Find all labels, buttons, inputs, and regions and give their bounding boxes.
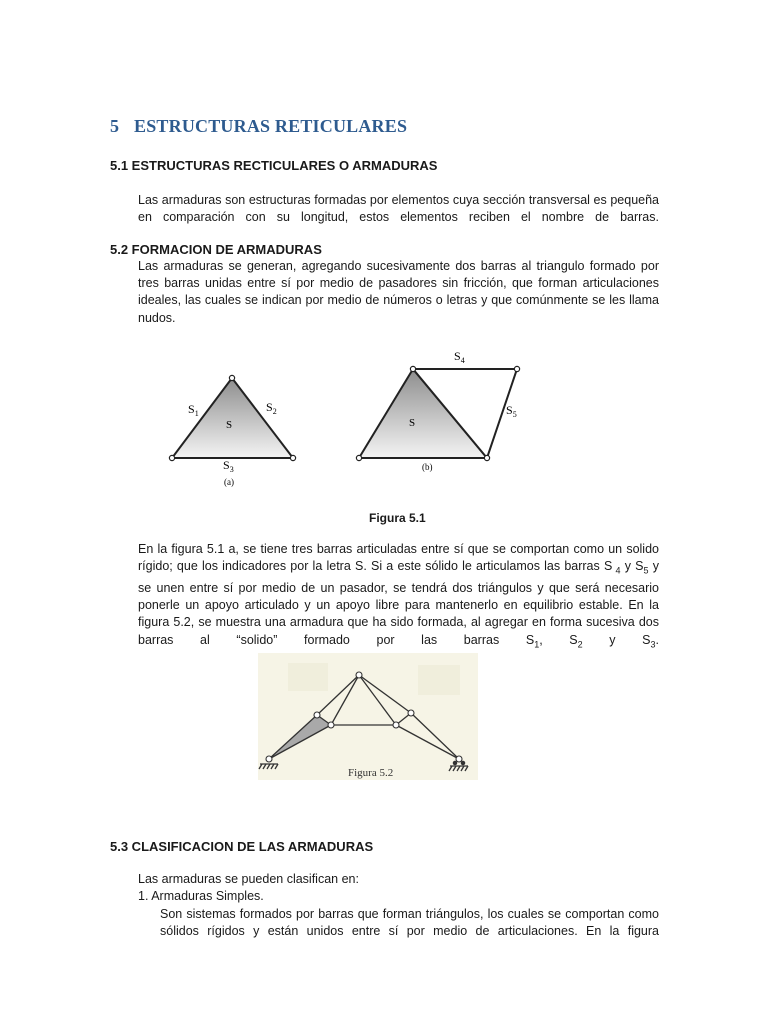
paragraph-5-2: Las armaduras se generan, agregando sucesivamente dos barras al triangulo formado por tres barras unidas entre sí por medio de pasadores sin fricción, que forman articulaciones ideales, las cuales se indican por medio de números o letras y que comúnmente se les llama nudos.	[138, 259, 659, 325]
list-item-1-label: 1. Armaduras Simples.	[138, 889, 264, 903]
label-s2: $S_2$	[266, 400, 277, 416]
label-s3: $S_3$	[223, 458, 234, 474]
node	[229, 375, 234, 380]
label-s-center-a: S	[226, 419, 233, 431]
figure-5-1b	[356, 349, 519, 472]
node	[514, 366, 519, 371]
figure-5-1a	[169, 375, 295, 487]
label-s1: $S_1$	[188, 402, 199, 418]
paragraph-figure-description: En la figura 5.1 a, se tiene tres barras articuladas entre sí que se comportan como un solido rígido; que los indicadores por la letra S. Si a este sólido le articulamos las barras S $_4$ y $S_5$ y se unen entre sí por medio de un pasador, se tendrá dos triángulos y que será necesario ponerle un apoyo articulado y un apoyo libre para mantenerlo en equilibrio estable. En la figura 5.2, se muestra una armadura que ha sido formada, al agregar en forma sucesiva dos barras al “solido” formado por las barras $S_1$, $S_2$ y $S_3$.	[138, 542, 659, 650]
node	[290, 455, 295, 460]
figure-5-2-caption: Figura 5.2	[348, 767, 394, 779]
figure-5-1-caption: Figura 5.1	[369, 511, 426, 525]
node	[356, 455, 361, 460]
section-number: 5	[110, 116, 120, 136]
figure-5-1	[160, 345, 530, 495]
label-s5: $S_5$	[506, 403, 517, 419]
node	[484, 455, 489, 460]
figure-5-2	[258, 653, 478, 780]
label-s4: $S_4$	[454, 349, 465, 365]
node	[410, 366, 415, 371]
label-s-center-b: S	[409, 417, 416, 429]
label-a: (a)	[224, 477, 234, 487]
list-item-1-text: Son sistemas formados por barras que forman triángulos, los cuales se comportan como sólidos rígidos y están unidos entre sí por medio de articulaciones. En la figura	[160, 907, 659, 939]
section-title	[110, 116, 407, 137]
scan-blotch	[418, 665, 460, 695]
section-title-text: ESTRUCTURAS RETICULARES	[134, 116, 408, 136]
heading-5-1: 5.1 ESTRUCTURAS RECTICULARES O ARMADURAS	[110, 158, 438, 173]
heading-5-2: 5.2 FORMACION DE ARMADURAS	[110, 242, 322, 257]
paragraph-5-3-intro: Las armaduras se pueden clasifican en:	[138, 872, 359, 886]
node	[169, 455, 174, 460]
paragraph-5-1: Las armaduras son estructuras formadas por elementos cuya sección transversal es pequeña en comparación con su longitud, estos elementos reciben el nombre de barras.	[138, 193, 659, 225]
label-b: (b)	[422, 462, 433, 472]
triangle-a	[172, 378, 293, 458]
heading-5-3: 5.3 CLASIFICACION DE LAS ARMADURAS	[110, 839, 374, 854]
scan-blotch	[288, 663, 328, 691]
